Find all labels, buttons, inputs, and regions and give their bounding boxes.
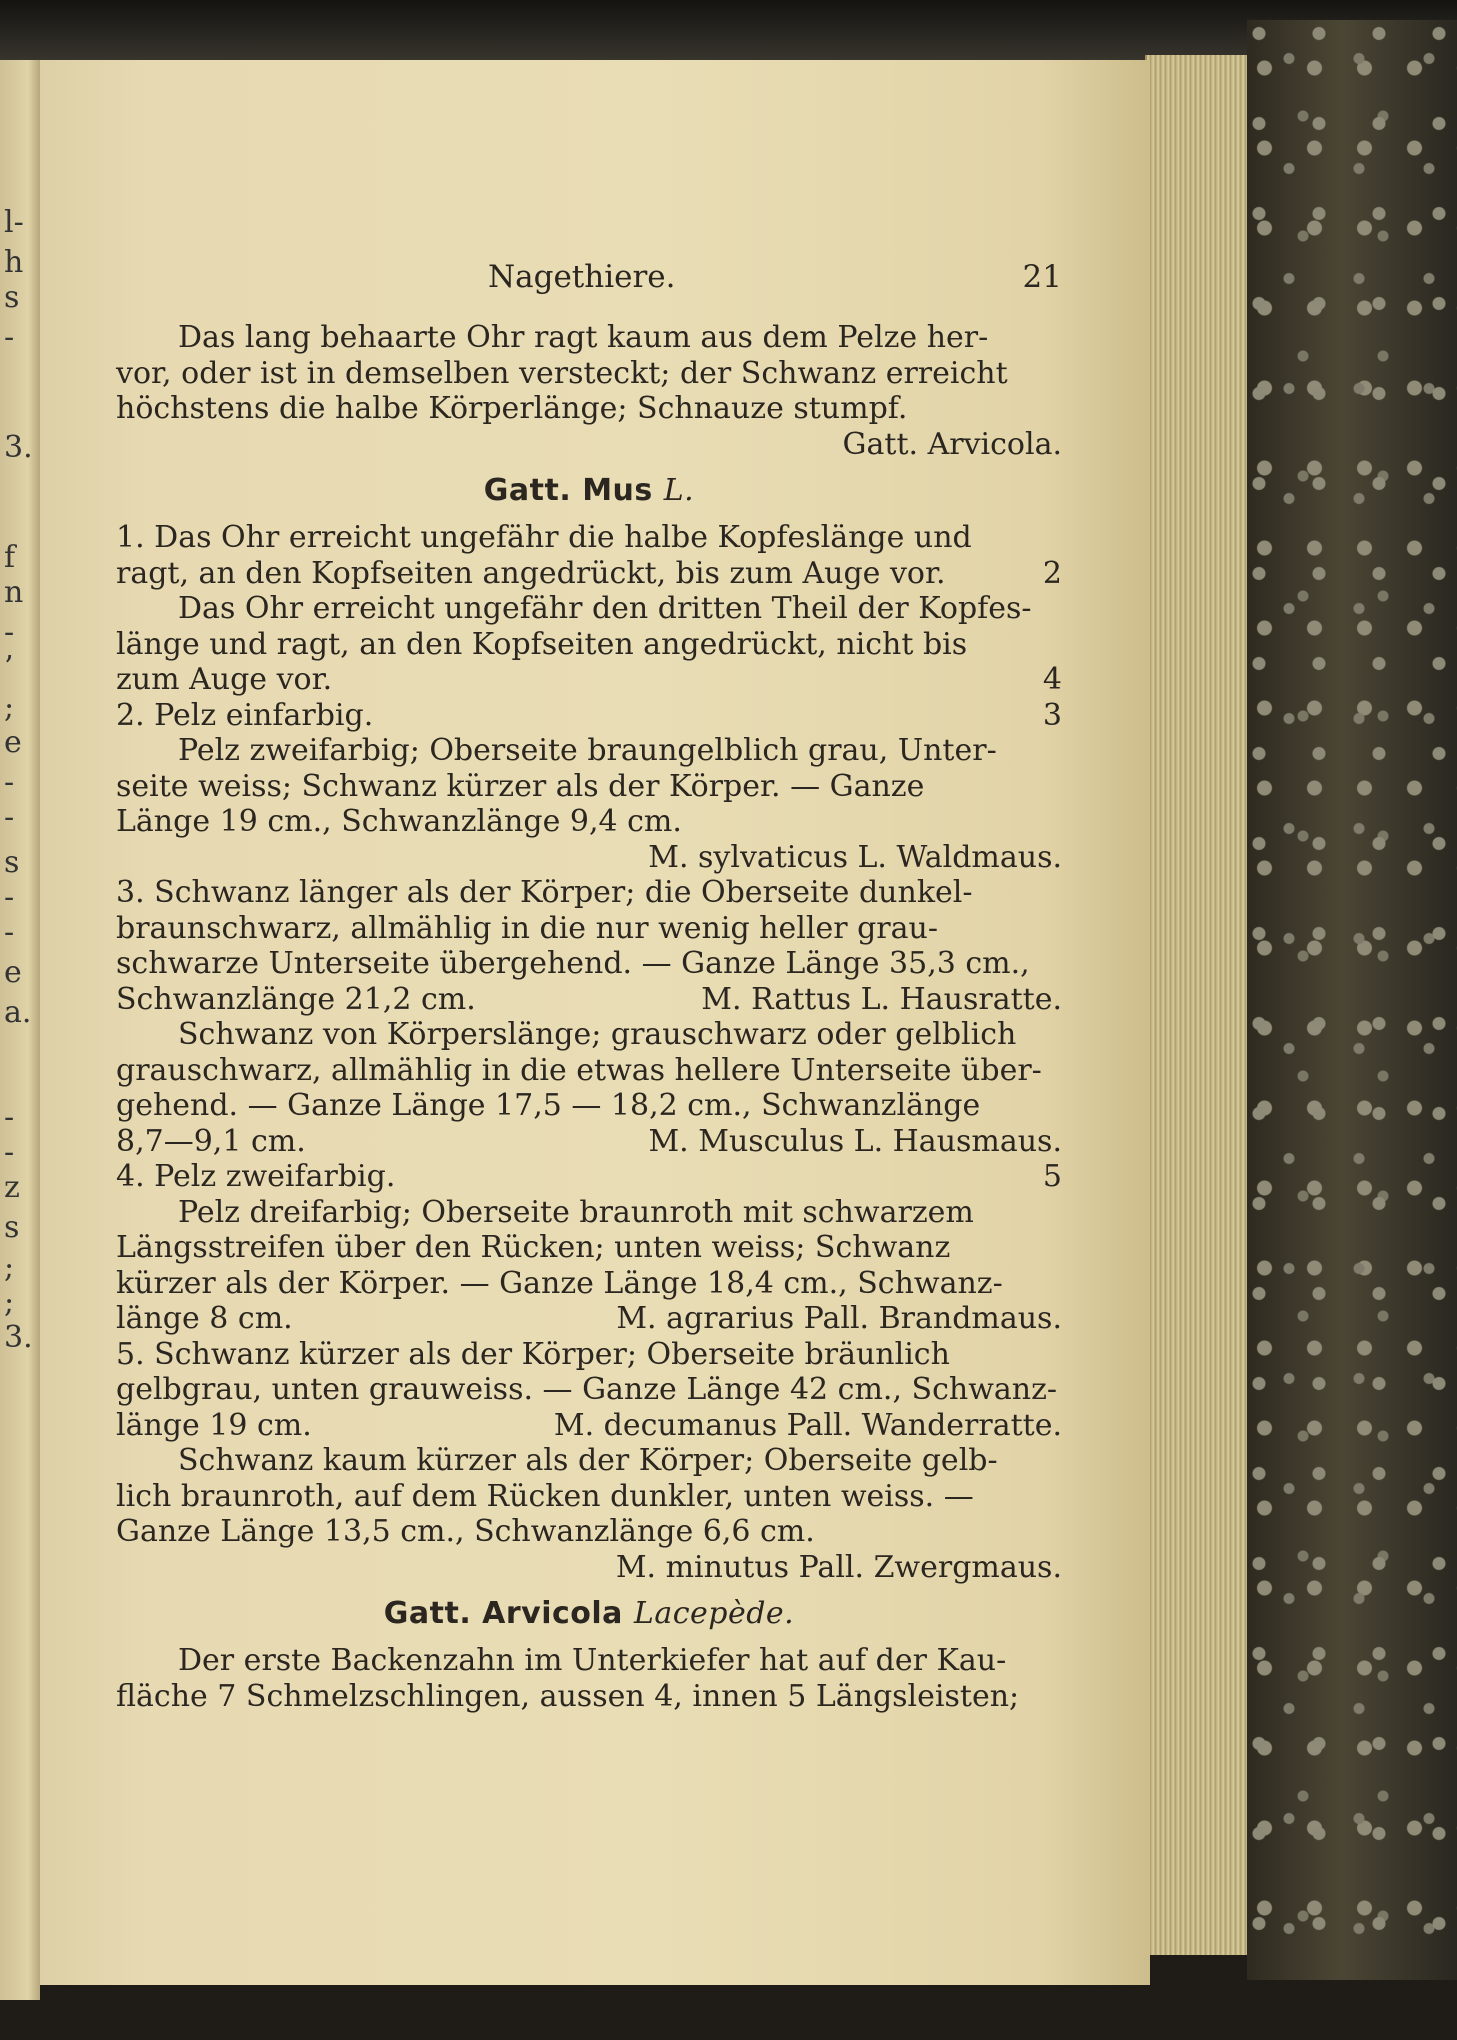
margin-fragment: n bbox=[4, 575, 24, 610]
text-segment: Pelz dreifarbig; Oberseite braunroth mit schwarzem bbox=[178, 1194, 974, 1230]
text-segment: grauschwarz, allmählig in die etwas hellere Unterseite über- bbox=[116, 1052, 1042, 1088]
text-segment: 2 bbox=[1042, 555, 1062, 591]
text-segment: Schwanz von Körperslänge; grauschwarz oder gelblich bbox=[178, 1017, 1017, 1052]
text-segment: Schwanzlänge 21,2 cm. bbox=[116, 981, 476, 1017]
text-line bbox=[116, 1337, 1062, 1373]
text-segment: Das lang behaarte Ohr ragt kaum aus dem Pelze her- bbox=[178, 320, 989, 355]
book-cover-marbled bbox=[1247, 20, 1457, 1980]
text-segment: M. minutus Pall. Zwergmaus. bbox=[615, 1549, 1062, 1585]
margin-fragment: f bbox=[4, 540, 16, 575]
text-segment: M. Rattus L. Hausratte. bbox=[701, 981, 1062, 1017]
margin-fragment: s bbox=[4, 280, 20, 315]
text-line bbox=[116, 1550, 1062, 1586]
margin-fragment: ; bbox=[4, 1250, 15, 1285]
margin-fragment: a. bbox=[4, 995, 32, 1030]
text-segment: Das Ohr erreicht ungefähr den dritten Theil der Kopfes- bbox=[178, 591, 1032, 626]
text-line bbox=[116, 1088, 1062, 1124]
text-segment: Länge 19 cm., Schwanzlänge 9,4 cm. bbox=[116, 804, 682, 839]
text-line bbox=[116, 1679, 1062, 1715]
text-segment: 8,7—9,1 cm. bbox=[116, 1123, 306, 1159]
margin-fragment: - bbox=[4, 1135, 15, 1170]
genus-heading bbox=[116, 462, 1062, 520]
margin-fragment: - bbox=[4, 1100, 15, 1135]
text-segment: ragt, an den Kopfseiten angedrückt, bis zum Auge vor. bbox=[116, 555, 946, 591]
text-segment: Der erste Backenzahn im Unterkiefer hat auf der Kau- bbox=[178, 1643, 1007, 1678]
text-line bbox=[116, 1195, 1062, 1231]
text-segment: seite weiss; Schwanz kürzer als der Körper. — Ganze bbox=[116, 768, 925, 804]
text-segment: braunschwarz, allmählig in die nur wenig heller grau- bbox=[116, 910, 938, 946]
text-segment: 3 bbox=[1042, 697, 1062, 733]
text-segment: höchstens die halbe Körperlänge; Schnauze stumpf. bbox=[116, 391, 908, 426]
text-line bbox=[116, 591, 1062, 627]
text-line bbox=[116, 627, 1062, 663]
text-line bbox=[116, 1159, 1062, 1195]
margin-fragment: 3. bbox=[4, 1320, 33, 1355]
text-line bbox=[116, 875, 1062, 911]
margin-fragment: s bbox=[4, 845, 20, 880]
page-text bbox=[116, 260, 1062, 1714]
genus-author: Lacepède. bbox=[633, 1596, 795, 1631]
text-line bbox=[116, 1017, 1062, 1053]
text-line bbox=[116, 520, 1062, 556]
text-line bbox=[116, 911, 1062, 947]
text-line bbox=[116, 1230, 1062, 1266]
page-number: 21 bbox=[1022, 259, 1062, 295]
text-line bbox=[116, 804, 1062, 840]
margin-fragment: ’ bbox=[4, 650, 14, 685]
text-line bbox=[116, 1372, 1062, 1408]
text-segment: länge 19 cm. bbox=[116, 1407, 312, 1443]
text-segment: länge 8 cm. bbox=[116, 1301, 293, 1336]
text-line bbox=[116, 698, 1062, 734]
text-segment: Gatt. Arvicola. bbox=[842, 426, 1062, 462]
text-segment: Pelz zweifarbig; Oberseite braungelblich grau, Unter- bbox=[178, 733, 997, 768]
running-header bbox=[116, 260, 1062, 300]
text-segment: fläche 7 Schmelzschlingen, aussen 4, innen 5 Längsleisten; bbox=[116, 1678, 1020, 1714]
text-segment: kürzer als der Körper. — Ganze Länge 18,4 cm., Schwanz- bbox=[116, 1265, 1003, 1301]
margin-fragment: ; bbox=[4, 1285, 15, 1320]
margin-fragment: - bbox=[4, 880, 15, 915]
margin-fragment: - bbox=[4, 800, 15, 835]
margin-fragment: - bbox=[4, 615, 15, 650]
text-line bbox=[116, 1514, 1062, 1550]
text-segment: 3. Schwanz länger als der Körper; die Oberseite dunkel- bbox=[116, 875, 973, 910]
genus-author: L. bbox=[663, 473, 695, 508]
text-line bbox=[116, 1479, 1062, 1515]
text-line bbox=[116, 1643, 1062, 1679]
margin-fragment: z bbox=[4, 1170, 20, 1205]
margin-fragment: e bbox=[4, 955, 22, 990]
margin-fragment: - bbox=[4, 765, 15, 800]
margin-fragment: l- bbox=[4, 205, 24, 240]
text-line bbox=[116, 1301, 1062, 1337]
text-segment: Schwanz kaum kürzer als der Körper; Oberseite gelb- bbox=[178, 1443, 998, 1478]
text-segment: zum Auge vor. bbox=[116, 662, 333, 697]
margin-fragment: s bbox=[4, 1210, 20, 1245]
margin-fragment: e bbox=[4, 725, 22, 760]
margin-fragment: 3. bbox=[4, 430, 33, 465]
margin-fragment: - bbox=[4, 320, 15, 355]
genus-name: Gatt. Arvicola bbox=[383, 1596, 623, 1631]
text-line bbox=[116, 556, 1062, 592]
genus-heading bbox=[116, 1585, 1062, 1643]
text-segment: 5 bbox=[1042, 1159, 1062, 1194]
text-segment: 1. Das Ohr erreicht ungefähr die halbe Kopfeslänge und bbox=[116, 520, 972, 555]
text-segment: vor, oder ist in demselben versteckt; der Schwanz erreicht bbox=[116, 355, 1008, 391]
text-line bbox=[116, 733, 1062, 769]
text-segment: M. Musculus L. Hausmaus. bbox=[648, 1123, 1062, 1159]
text-segment: M. decumanus Pall. Wanderratte. bbox=[553, 1407, 1062, 1443]
text-line bbox=[116, 320, 1062, 356]
text-line bbox=[116, 982, 1062, 1018]
facing-page-strip bbox=[0, 60, 40, 2000]
running-title: Nagethiere. bbox=[488, 259, 676, 295]
text-line bbox=[116, 840, 1062, 876]
text-line bbox=[116, 662, 1062, 698]
text-segment: 4 bbox=[1042, 662, 1062, 697]
text-segment: lich braunroth, auf dem Rücken dunkler, unten weiss. — bbox=[116, 1478, 974, 1514]
text-segment: schwarze Unterseite übergehend. — Ganze Länge 35,3 cm., bbox=[116, 946, 1030, 981]
margin-fragment: ; bbox=[4, 690, 15, 725]
text-segment: M. sylvaticus L. Waldmaus. bbox=[648, 839, 1062, 875]
text-line bbox=[116, 1408, 1062, 1444]
margin-fragment: - bbox=[4, 915, 15, 950]
text-line bbox=[116, 946, 1062, 982]
book-page bbox=[40, 60, 1150, 1985]
page-edges bbox=[1145, 55, 1247, 1955]
text-segment: M. agrarius Pall. Brandmaus. bbox=[616, 1301, 1062, 1336]
body-lines bbox=[116, 320, 1062, 1714]
text-segment: Ganze Länge 13,5 cm., Schwanzlänge 6,6 cm. bbox=[116, 1514, 815, 1549]
genus-name: Gatt. Mus bbox=[483, 473, 653, 508]
text-segment: 2. Pelz einfarbig. bbox=[116, 697, 374, 733]
text-line bbox=[116, 1124, 1062, 1160]
text-line bbox=[116, 769, 1062, 805]
text-segment: 4. Pelz zweifarbig. bbox=[116, 1159, 396, 1194]
text-line bbox=[116, 427, 1062, 463]
margin-fragment: h bbox=[4, 245, 24, 280]
text-line bbox=[116, 1053, 1062, 1089]
text-segment: Längsstreifen über den Rücken; unten weiss; Schwanz bbox=[116, 1230, 951, 1265]
text-line bbox=[116, 1266, 1062, 1302]
text-segment: gehend. — Ganze Länge 17,5 — 18,2 cm., Schwanzlänge bbox=[116, 1088, 981, 1123]
text-segment: gelbgrau, unten grauweiss. — Ganze Länge 42 cm., Schwanz- bbox=[116, 1372, 1058, 1407]
text-segment: 5. Schwanz kürzer als der Körper; Oberseite bräunlich bbox=[116, 1336, 950, 1372]
text-segment: länge und ragt, an den Kopfseiten angedrückt, nicht bis bbox=[116, 626, 968, 662]
text-line bbox=[116, 1443, 1062, 1479]
text-line bbox=[116, 356, 1062, 392]
text-line bbox=[116, 391, 1062, 427]
